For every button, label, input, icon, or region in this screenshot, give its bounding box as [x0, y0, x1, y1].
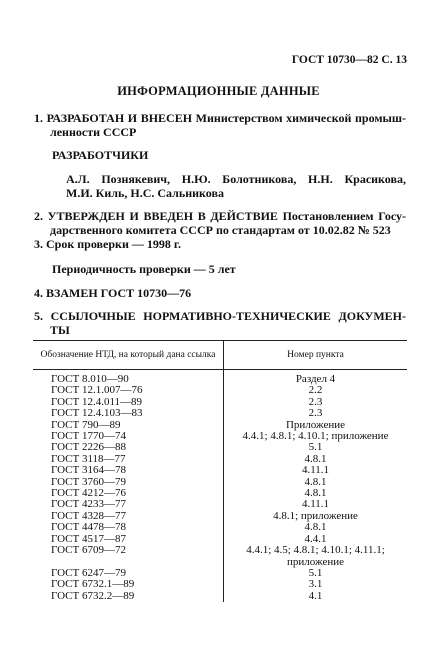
clause-number-text: 3.1: [308, 578, 323, 591]
developers-line: М.И. Киль, Н.С. Сальникова: [66, 186, 224, 200]
clause-number-text: приложение: [287, 555, 344, 568]
document-code-cell: ГОСТ 4517—87: [33, 534, 224, 545]
item-developed-by: [34, 111, 406, 139]
document-code-cell: ГОСТ 790—89: [33, 420, 224, 431]
page-header: ГОСТ 10730—82 С. 13: [291, 54, 407, 66]
item-number: 1.: [34, 111, 43, 125]
item-approved: [34, 209, 406, 237]
clause-number-cell: [224, 465, 408, 476]
clause-number-cell: [224, 522, 408, 533]
item-text-continued: ТЫ: [50, 323, 70, 337]
document-code-cell: ГОСТ 6732.1—89: [33, 579, 224, 590]
document-code-cell: ГОСТ 3164—78: [33, 465, 224, 476]
document-code-cell: ГОСТ 3118—77: [33, 454, 224, 465]
item-lead: УТВЕРЖДЕН И ВВЕДЕН В ДЕЙСТВИЕ: [47, 209, 278, 223]
document-code-cell: ГОСТ 4478—78: [33, 522, 224, 533]
clause-number-text: 4.8.1: [304, 487, 327, 500]
clause-number-text: 5.1: [308, 441, 323, 454]
document-code-cell: ГОСТ 12.1.007—76: [33, 385, 224, 396]
clause-number-text: 4.11.1: [301, 464, 330, 477]
clause-number-text: 4.8.1: [304, 521, 327, 534]
table-row: [33, 370, 407, 386]
clause-number-text: 4.8.1: [304, 452, 327, 465]
table-row: [33, 591, 407, 602]
item-number: 4.: [34, 286, 43, 300]
table-header-row: [33, 341, 407, 370]
clause-number-text: 2.3: [308, 395, 323, 408]
item-text: Срок проверки — 1998 г.: [46, 237, 181, 251]
item-number: 5.: [34, 309, 43, 323]
clause-number-text: 2.2: [308, 384, 323, 397]
clause-number-cell: [224, 370, 408, 386]
document-code-cell: ГОСТ 12.4.103—83: [33, 408, 224, 419]
clause-number-text: 4.4.1; 4.8.1; 4.10.1; приложение: [242, 430, 389, 443]
clause-number-cell: [224, 591, 408, 602]
item-replaces: [34, 286, 406, 300]
table-row: [33, 579, 407, 590]
table-row: [33, 545, 407, 568]
table-row: [33, 522, 407, 533]
item-text: ССЫЛОЧНЫЕ НОРМАТИВНО-ТЕХНИЧЕСКИЕ ДОКУМЕН-: [50, 309, 407, 323]
item-number: 2.: [34, 209, 43, 223]
clause-number-text: 2.3: [308, 407, 323, 420]
developers-list: [66, 172, 406, 200]
section-title: ИНФОРМАЦИОННЫЕ ДАННЫЕ: [117, 84, 320, 98]
item-text-continued: ленности СССР: [50, 125, 137, 139]
document-code-cell: ГОСТ 6247—79: [33, 568, 224, 579]
clause-number-text: 4.4.1; 4.5; 4.8.1; 4.10.1; 4.11.1;: [246, 544, 385, 557]
clause-number-text: 4.1: [308, 589, 323, 602]
references-table: [33, 340, 407, 602]
table-row: [33, 408, 407, 419]
item-text: Министерством химической промыш-: [195, 111, 407, 125]
clause-number-text: 4.8.1: [304, 475, 327, 488]
item-number: 3.: [34, 237, 43, 251]
review-periodicity: Периодичность проверки — 5 лет: [52, 262, 236, 276]
document-code-cell: ГОСТ 6732.2—89: [33, 591, 224, 602]
item-text: ВЗАМЕН ГОСТ 10730—76: [46, 286, 192, 300]
document-code-cell: ГОСТ 12.4.011—89: [33, 397, 224, 408]
document-code-cell: ГОСТ 4233—77: [33, 499, 224, 510]
column-header-clause: Номер пункта: [224, 341, 408, 370]
document-code-cell: ГОСТ 4212—76: [33, 488, 224, 499]
document-code-cell: ГОСТ 3760—79: [33, 477, 224, 488]
document-code-cell: ГОСТ 4328—77: [33, 511, 224, 522]
item-text: Постановлением Госу-: [282, 209, 406, 223]
clause-number-text: Приложение: [285, 418, 346, 431]
clause-number-text: Раздел 4: [295, 373, 336, 385]
clause-number-cell: [224, 408, 408, 419]
column-header-document: Обозначение НТД, на который дана ссылка: [33, 341, 224, 370]
table-row: [33, 465, 407, 476]
clause-number-text: 4.11.1: [301, 498, 330, 511]
item-text-continued: дарственного комитета СССР по стандартам от 10.02.82 № 523: [50, 223, 391, 237]
clause-number-text: 4.8.1; приложение: [273, 509, 358, 522]
developers-heading: РАЗРАБОТЧИКИ: [52, 148, 149, 162]
item-references: [34, 309, 406, 337]
document-code-cell: ГОСТ 8.010—90: [33, 370, 224, 386]
item-lead: РАЗРАБОТАН И ВНЕСЕН: [46, 111, 193, 125]
clause-number-cell: [224, 545, 408, 568]
document-code-cell: ГОСТ 2226—88: [33, 442, 224, 453]
clause-number-cell: [224, 579, 408, 590]
document-code-cell: ГОСТ 6709—72: [33, 545, 224, 568]
references-table-body: [33, 370, 407, 603]
developers-line: А.Л. Познякевич, Н.Ю. Болотникова, Н.Н. Красикова,: [66, 172, 406, 186]
clause-number-text: 5.1: [308, 566, 323, 579]
document-code-cell: ГОСТ 1770—74: [33, 431, 224, 442]
clause-number-text: 4.4.1: [304, 532, 327, 545]
item-review-term: [34, 237, 406, 251]
